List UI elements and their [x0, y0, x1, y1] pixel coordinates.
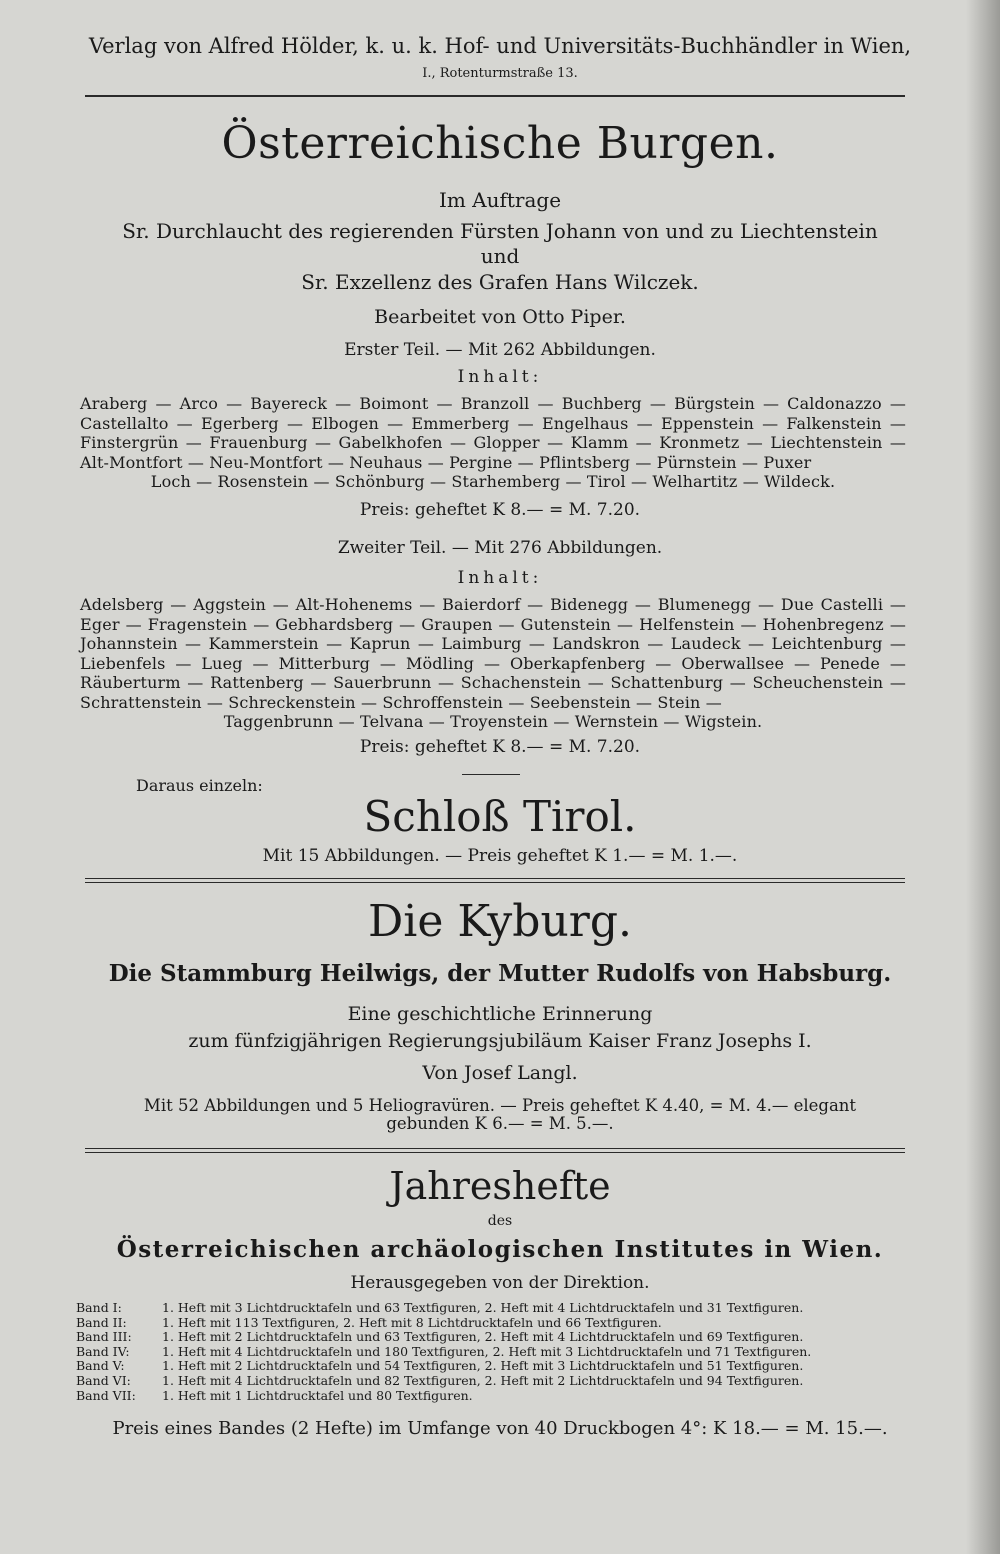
part1-contents-label: Inhalt: [457, 367, 543, 387]
kyburg-price-line-2: gebunden K 6.— = M. 5.—. [386, 1114, 614, 1133]
part2-contents [80, 595, 906, 732]
publisher-address: I., Rotenturmstraße 13. [422, 66, 578, 81]
band-text: 1. Heft mit 4 Lichtdrucktafeln und 82 Textfiguren, 2. Heft mit 2 Lichtdrucktafeln und 94 Textfiguren. [162, 1372, 804, 1388]
part2-heading: Zweiter Teil. — Mit 276 Abbildungen. [337, 538, 663, 558]
section-rule-2 [85, 1148, 905, 1153]
band-row [76, 1316, 916, 1331]
burgen-editor: Bearbeitet von Otto Piper. [374, 306, 626, 328]
band-row [76, 1374, 916, 1389]
part1-heading: Erster Teil. — Mit 262 Abbildungen. [344, 340, 656, 360]
section-rule-1 [85, 878, 905, 883]
band-label: Band III: [76, 1329, 132, 1345]
band-text: 1. Heft mit 2 Lichtdrucktafeln und 54 Textfiguren, 2. Heft mit 3 Lichtdrucktafeln und 51 Textfiguren. [162, 1358, 804, 1374]
kyburg-line-1: Eine geschichtliche Erinnerung [347, 1003, 653, 1025]
part2-contents-label: Inhalt: [457, 568, 543, 588]
kyburg-line-2: zum fünfzigjährigen Regierungsjubiläum Kaiser Franz Josephs I. [188, 1030, 812, 1052]
band-text: 1. Heft mit 2 Lichtdrucktafeln und 63 Textfiguren, 2. Heft mit 4 Lichtdrucktafeln und 69 Textfiguren. [162, 1329, 804, 1345]
band-row [76, 1345, 916, 1360]
kyburg-title: Die Kyburg. [368, 896, 632, 947]
header-rule [85, 95, 905, 97]
band-label: Band VII: [76, 1387, 136, 1403]
part1-contents-last-line: Loch — Rosenstein — Schönburg — Starhemberg — Tirol — Welhartitz — Wildeck. [150, 472, 836, 491]
band-label: Band V: [76, 1358, 125, 1374]
band-text: 1. Heft mit 4 Lichtdrucktafeln und 180 Textfiguren, 2. Heft mit 3 Lichtdrucktafeln und 71 Textfiguren. [162, 1343, 812, 1359]
kyburg-author: Von Josef Langl. [422, 1062, 578, 1084]
burgen-commission-line-4: Sr. Exzellenz des Grafen Hans Wilczek. [301, 270, 699, 294]
excerpt-title: Schloß Tirol. [363, 792, 637, 841]
jahreshefte-editor: Herausgegeben von der Direktion. [350, 1273, 650, 1293]
jahreshefte-institute: Österreichischen archäologischen Institutes in Wien. [116, 1236, 884, 1263]
part1-contents-text: Araberg — Arco — Bayereck — Boimont — Branzoll — Buchberg — Bürgstein — Caldonazzo — Castellalto — Egerberg — Elbogen — Emmerberg — Engelhaus — Eppenstein — Falkenstein — Finstergrün — Frauenburg — Gabelkhofen — Glopper — Klamm — Kronmetz — Liechtenstein — Alt-Montfort — Neu-Montfort — Neuhaus — Pergine — Pflintsberg — Pürnstein — Puxer [80, 394, 906, 472]
publisher-line: Verlag von Alfred Hölder, k. u. k. Hof- und Universitäts-Buchhändler in Wien, [88, 34, 912, 58]
band-label: Band II: [76, 1314, 127, 1330]
band-row [76, 1359, 916, 1374]
band-row [76, 1330, 916, 1345]
short-rule [462, 774, 520, 775]
kyburg-price-line-1: Mit 52 Abbildungen und 5 Heliogravüren. — Preis geheftet K 4.40, = M. 4.— elegant [143, 1096, 857, 1115]
band-row [76, 1301, 916, 1316]
band-label: Band I: [76, 1300, 122, 1315]
band-label: Band VI: [76, 1372, 131, 1388]
excerpt-price: Mit 15 Abbildungen. — Preis geheftet K 1.— = M. 1.—. [262, 846, 738, 866]
excerpt-label: Daraus einzeln: [136, 776, 263, 795]
part1-contents [80, 394, 906, 492]
burgen-commission-line-1: Im Auftrage [438, 188, 562, 212]
part1-price: Preis: geheftet K 8.— = M. 7.20. [359, 500, 641, 520]
band-list [76, 1301, 916, 1403]
part2-contents-text: Adelsberg — Aggstein — Alt-Hohenems — Baierdorf — Bidenegg — Blumenegg — Due Castelli — Eger — Fragenstein — Gebhardsberg — Graupen — Gutenstein — Helfenstein — Hohenbregenz — Johannstein — Kammerstein — Kaprun — Laimburg — Landskron — Laudeck — Leichtenburg — Liebenfels — Lueg — Mitterburg — Mödling — Oberkapfenberg — Oberwallsee — Penede — Räuberturm — Rattenberg — Sauerbrunn — Schachenstein — Schattenburg — Scheuchenstein — Schrattenstein — Schreckenstein — Schroffenstein — Seebenstein — Stein — [80, 595, 906, 712]
burgen-commission-line-3: und [480, 244, 520, 268]
jahreshefte-title: Jahreshefte [389, 1164, 611, 1208]
burgen-title: Österreichische Burgen. [221, 118, 779, 169]
burgen-commission-line-2: Sr. Durchlaucht des regierenden Fürsten Johann von und zu Liechtenstein [122, 219, 878, 243]
band-text: 1. Heft mit 3 Lichtdrucktafeln und 63 Textfiguren, 2. Heft mit 4 Lichtdrucktafeln und 31 Textfiguren. [162, 1300, 804, 1315]
jahreshefte-des: des [487, 1213, 513, 1229]
band-row [76, 1389, 916, 1404]
band-text: 1. Heft mit 1 Lichtdrucktafel und 80 Textfiguren. [162, 1387, 473, 1403]
kyburg-subtitle: Die Stammburg Heilwigs, der Mutter Rudolfs von Habsburg. [108, 960, 892, 987]
jahreshefte-price: Preis eines Bandes (2 Hefte) im Umfange von 40 Druckbogen 4°: K 18.— = M. 15.—. [112, 1418, 888, 1439]
band-label: Band IV: [76, 1343, 130, 1359]
page-edge-shadow [966, 0, 1000, 1554]
part2-price: Preis: geheftet K 8.— = M. 7.20. [359, 737, 641, 757]
part2-contents-last-line: Taggenbrunn — Telvana — Troyenstein — Wernstein — Wigstein. [223, 712, 763, 731]
band-text: 1. Heft mit 113 Textfiguren, 2. Heft mit 8 Lichtdrucktafeln und 66 Textfiguren. [162, 1314, 662, 1330]
